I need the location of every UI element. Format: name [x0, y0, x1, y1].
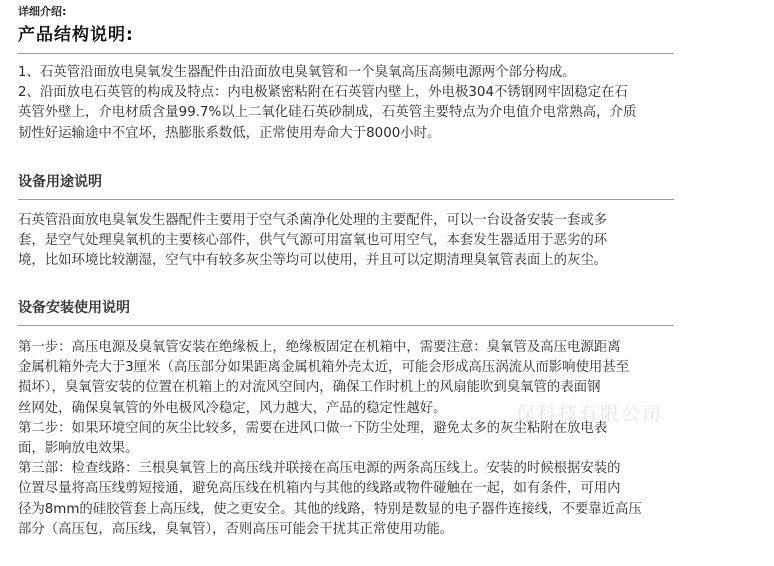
usage-line: 套，是空气处理臭氧机的主要核心部件，供气气源可用富氧也可用空气，本套发生器适用于恶劣的环 — [18, 233, 608, 249]
install-line: 损坏），臭氧管安装的位置在机箱上的对流风空间内，确保工作时机上的风扇能吹到臭氧管的表面钢 — [18, 380, 601, 396]
page-title: 产品结构说明: — [18, 25, 134, 45]
watermark-text: 保科技有限公司 — [516, 403, 664, 425]
structure-line: 韧性好运输途中不宜坏，热膨胀系数低，正常使用寿命大于8000小时。 — [18, 125, 441, 141]
structure-line: 2、沿面放电石英管的构成及特点：内电极紧密粘附在石英管内壁上，外电极304不锈钢网牢固稳定在石 — [18, 85, 628, 101]
install-section-title: 设备安装使用说明 — [18, 300, 130, 316]
intro-label: 详细介绍: — [18, 5, 67, 18]
usage-divider — [18, 199, 674, 200]
install-line: 第三部：检查线路：三根臭氧管上的高压线并联接在高压电源的两条高压线上。安装的时候根据安装的 — [18, 461, 621, 477]
usage-line: 石英管沿面放电臭氧发生器配件主要用于空气杀菌净化处理的主要配件，可以一台设备安装一套或多 — [18, 213, 608, 228]
install-line: 部分（高压包，高压线，臭氧管），否则高压可能会干扰其正常使用功能。 — [18, 521, 454, 537]
install-divider — [18, 325, 674, 326]
structure-line: 1、石英管沿面放电臭氧发生器配件由沿面放电臭氧管和一个臭氧高压高频电源两个部分构成。 — [18, 65, 576, 80]
install-line: 丝网处，确保臭氧管的外电极风冷稳定，风力越大，产品的稳定性越好。 — [18, 400, 447, 416]
title-divider — [18, 53, 674, 54]
install-line: 位置尽量将高压线剪短接通，避免高压线在机箱内与其他的线路或物件碰触在一起，如有条件，可用内 — [18, 481, 621, 497]
install-line: 第一步：高压电源及臭氧管安装在绝缘板上，绝缘板固定在机箱中，需要注意：臭氧管及高压电源距离 — [18, 340, 621, 355]
structure-paragraph — [18, 63, 750, 144]
install-line: 面，影响放电效果。 — [18, 440, 139, 456]
install-line: 径为8mm的硅胶管套上高压线，使之更安全。其他的线路，特别是数显的电子器件连接线，不要靠近高压 — [18, 501, 642, 517]
usage-section-title: 设备用途说明 — [18, 174, 102, 190]
install-line: 第二步：如果环境空间的灰尘比较多，需要在进风口做一下防尘处理，避免太多的灰尘粘附在放电表 — [18, 420, 608, 436]
usage-line: 境，比如环境比较潮湿，空气中有较多灰尘等均可以使用，并且可以定期清理臭氧管表面上的灰尘。 — [18, 253, 608, 269]
usage-paragraph — [18, 211, 750, 272]
structure-line: 英管外壁上，介电材质含量99.7%以上二氧化硅石英砂制成，石英管主要特点为介电值介电常熟高，介质 — [18, 105, 637, 121]
install-line: 金属机箱外壳大于3厘米（高压部分如果距离金属机箱外壳太近，可能会形成高压涡流从而影响使用甚至 — [18, 360, 630, 376]
install-paragraph — [18, 338, 750, 540]
